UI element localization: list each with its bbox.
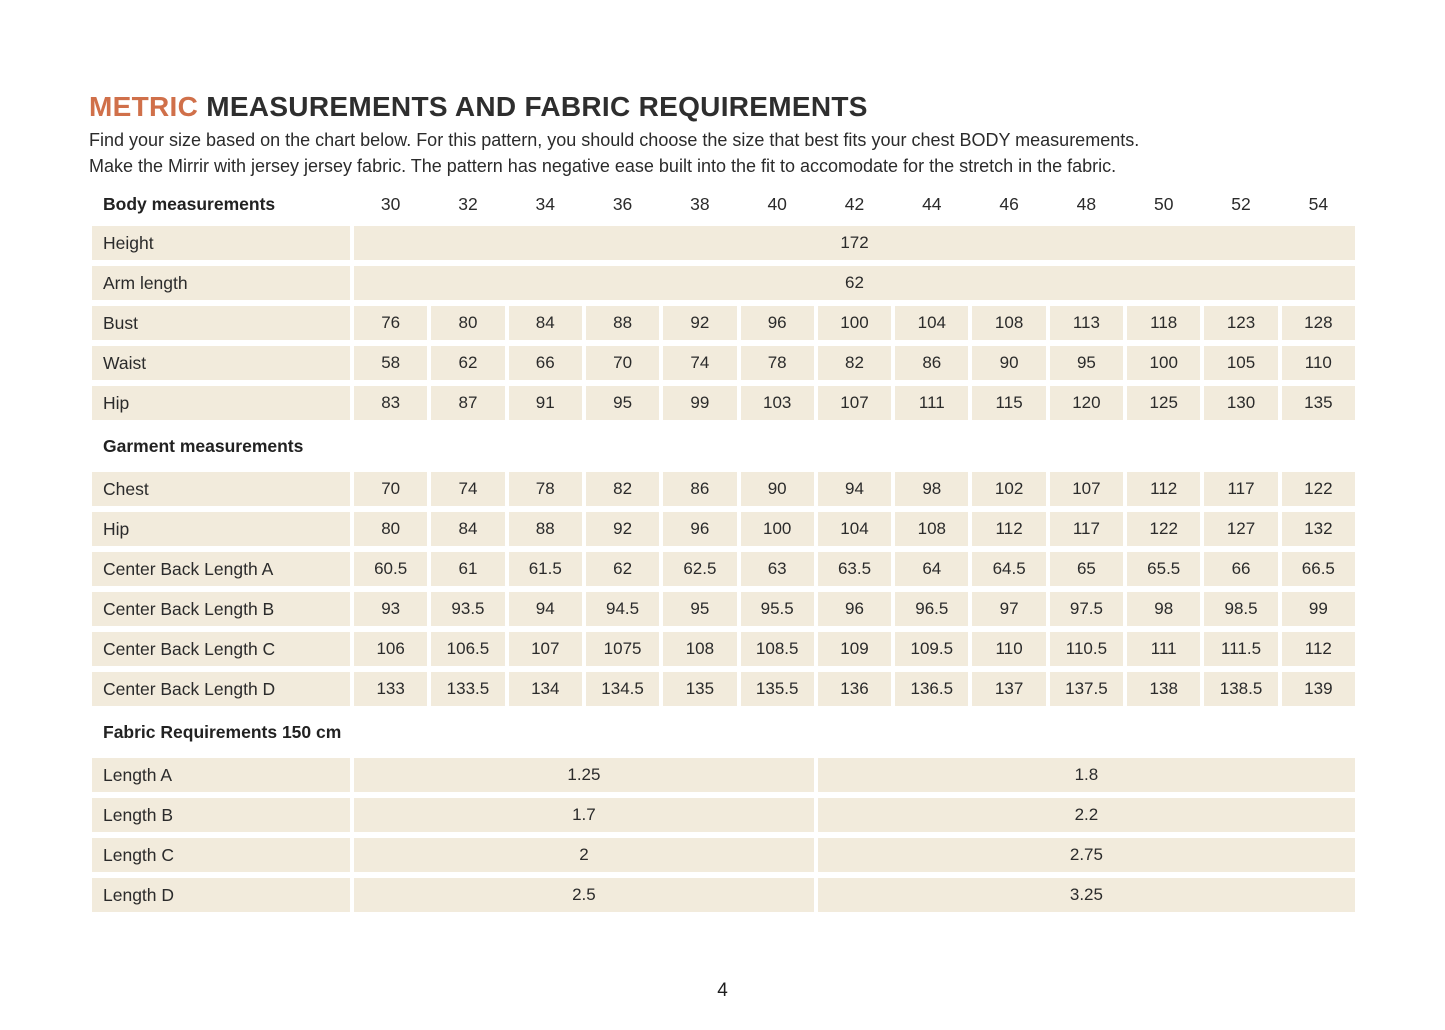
value-cell: 84 xyxy=(509,306,582,340)
table-row xyxy=(92,346,1355,380)
row-label: Center Back Length D xyxy=(92,672,350,706)
value-cell: 127 xyxy=(1204,512,1277,546)
value-cell: 120 xyxy=(1050,386,1123,420)
value-cell: 100 xyxy=(818,306,891,340)
fabric-section-header-row xyxy=(92,712,1355,752)
value-cell: 107 xyxy=(818,386,891,420)
row-label: Waist xyxy=(92,346,350,380)
value-cell: 78 xyxy=(509,472,582,506)
value-cell: 2 xyxy=(354,838,814,872)
value-cell: 83 xyxy=(354,386,427,420)
table-row xyxy=(92,266,1355,300)
value-cell: 109 xyxy=(818,632,891,666)
value-cell: 122 xyxy=(1282,472,1355,506)
value-cell: 98 xyxy=(895,472,968,506)
value-cell: 135 xyxy=(1282,386,1355,420)
row-label: Hip xyxy=(92,512,350,546)
value-cell: 95 xyxy=(663,592,736,626)
table-row xyxy=(92,472,1355,506)
value-cell: 3.25 xyxy=(818,878,1355,912)
table-row xyxy=(92,632,1355,666)
value-cell: 138.5 xyxy=(1204,672,1277,706)
value-cell: 98.5 xyxy=(1204,592,1277,626)
value-cell: 123 xyxy=(1204,306,1277,340)
value-cell: 66 xyxy=(1204,552,1277,586)
value-cell: 112 xyxy=(1127,472,1200,506)
value-cell: 82 xyxy=(818,346,891,380)
size-column-header: 38 xyxy=(690,193,710,214)
fabric-requirements-header: Fabric Requirements 150 cm xyxy=(103,721,342,742)
value-cell: 84 xyxy=(431,512,504,546)
value-cell: 2.2 xyxy=(818,798,1355,832)
value-cell: 93.5 xyxy=(431,592,504,626)
value-cell: 2.75 xyxy=(818,838,1355,872)
value-cell: 100 xyxy=(1127,346,1200,380)
size-column-header: 44 xyxy=(922,193,942,214)
value-cell: 92 xyxy=(586,512,659,546)
value-cell: 125 xyxy=(1127,386,1200,420)
size-column-header: 54 xyxy=(1308,193,1329,214)
value-cell: 87 xyxy=(431,386,504,420)
value-cell: 76 xyxy=(354,306,427,340)
value-cell: 60.5 xyxy=(354,552,427,586)
garment-section-header-row xyxy=(92,426,1355,466)
value-cell: 94 xyxy=(509,592,582,626)
value-cell: 108.5 xyxy=(741,632,814,666)
value-cell: 66.5 xyxy=(1282,552,1355,586)
fabric-requirements-section xyxy=(92,758,1355,912)
value-cell: 95.5 xyxy=(741,592,814,626)
measurements-table xyxy=(92,188,1355,912)
title-highlight: METRIC xyxy=(89,91,199,122)
size-column-header: 52 xyxy=(1231,193,1251,214)
value-cell: 96 xyxy=(663,512,736,546)
value-cell: 1075 xyxy=(586,632,659,666)
value-cell: 136.5 xyxy=(895,672,968,706)
value-cell: 108 xyxy=(663,632,736,666)
value-cell: 64 xyxy=(895,552,968,586)
size-column-header: 50 xyxy=(1153,193,1174,214)
size-column-header: 36 xyxy=(612,193,633,214)
value-cell: 135 xyxy=(663,672,736,706)
row-label: Chest xyxy=(92,472,350,506)
value-cell: 115 xyxy=(972,386,1045,420)
page-title xyxy=(89,92,1355,122)
row-label: Bust xyxy=(92,306,350,340)
value-cell: 106 xyxy=(354,632,427,666)
value-cell: 98 xyxy=(1127,592,1200,626)
value-cell: 92 xyxy=(663,306,736,340)
value-cell: 108 xyxy=(972,306,1045,340)
table-row xyxy=(92,512,1355,546)
value-cell: 110.5 xyxy=(1050,632,1123,666)
value-cell: 95 xyxy=(1050,346,1123,380)
garment-measurements-header: Garment measurements xyxy=(103,435,304,456)
value-cell: 104 xyxy=(818,512,891,546)
value-cell: 107 xyxy=(1050,472,1123,506)
table-row xyxy=(92,552,1355,586)
value-cell: 91 xyxy=(509,386,582,420)
table-row xyxy=(92,798,1355,832)
row-label: Length C xyxy=(92,838,350,872)
row-label: Arm length xyxy=(92,266,350,300)
value-cell: 172 xyxy=(354,226,1355,260)
size-column-header: 34 xyxy=(535,193,555,214)
value-cell: 65 xyxy=(1050,552,1123,586)
value-cell: 96 xyxy=(818,592,891,626)
value-cell: 63.5 xyxy=(818,552,891,586)
size-header-row xyxy=(92,188,1355,220)
value-cell: 95 xyxy=(586,386,659,420)
value-cell: 110 xyxy=(1282,346,1355,380)
row-label: Height xyxy=(92,226,350,260)
value-cell: 134.5 xyxy=(586,672,659,706)
size-column-header: 46 xyxy=(999,193,1019,214)
value-cell: 133 xyxy=(354,672,427,706)
table-row xyxy=(92,672,1355,706)
value-cell: 80 xyxy=(431,306,504,340)
intro-line-2: Make the Mirrir with jersey jersey fabric. The pattern has negative ease built into the fit to accomodate for the stretch in the fabric. xyxy=(89,155,1117,176)
row-label: Hip xyxy=(92,386,350,420)
size-column-header: 30 xyxy=(380,193,401,214)
value-cell: 99 xyxy=(663,386,736,420)
value-cell: 82 xyxy=(586,472,659,506)
value-cell: 66 xyxy=(509,346,582,380)
value-cell: 105 xyxy=(1204,346,1277,380)
value-cell: 90 xyxy=(972,346,1045,380)
value-cell: 1.7 xyxy=(354,798,814,832)
value-cell: 136 xyxy=(818,672,891,706)
value-cell: 110 xyxy=(972,632,1045,666)
row-label: Center Back Length C xyxy=(92,632,350,666)
row-label: Center Back Length B xyxy=(92,592,350,626)
value-cell: 70 xyxy=(354,472,427,506)
value-cell: 106.5 xyxy=(431,632,504,666)
value-cell: 117 xyxy=(1050,512,1123,546)
value-cell: 107 xyxy=(509,632,582,666)
value-cell: 135.5 xyxy=(741,672,814,706)
value-cell: 117 xyxy=(1204,472,1277,506)
value-cell: 112 xyxy=(972,512,1045,546)
value-cell: 86 xyxy=(663,472,736,506)
value-cell: 88 xyxy=(586,306,659,340)
page-number: 4 xyxy=(717,980,728,1001)
value-cell: 100 xyxy=(741,512,814,546)
value-cell: 2.5 xyxy=(354,878,814,912)
value-cell: 109.5 xyxy=(895,632,968,666)
value-cell: 86 xyxy=(895,346,968,380)
table-row xyxy=(92,386,1355,420)
title-rest: MEASUREMENTS AND FABRIC REQUIREMENTS xyxy=(198,91,868,122)
value-cell: 88 xyxy=(509,512,582,546)
value-cell: 97 xyxy=(972,592,1045,626)
value-cell: 65.5 xyxy=(1127,552,1200,586)
value-cell: 96 xyxy=(741,306,814,340)
row-label: Length B xyxy=(92,798,350,832)
value-cell: 139 xyxy=(1282,672,1355,706)
value-cell: 108 xyxy=(895,512,968,546)
value-cell: 62 xyxy=(431,346,504,380)
table-row xyxy=(92,306,1355,340)
table-row xyxy=(92,838,1355,872)
value-cell: 64.5 xyxy=(972,552,1045,586)
value-cell: 63 xyxy=(741,552,814,586)
value-cell: 113 xyxy=(1050,306,1123,340)
table-row xyxy=(92,226,1355,260)
value-cell: 61 xyxy=(431,552,504,586)
size-column-header: 40 xyxy=(767,193,787,214)
value-cell: 78 xyxy=(741,346,814,380)
value-cell: 137 xyxy=(972,672,1045,706)
value-cell: 132 xyxy=(1282,512,1355,546)
value-cell: 138 xyxy=(1127,672,1200,706)
table-row xyxy=(92,878,1355,912)
value-cell: 74 xyxy=(431,472,504,506)
value-cell: 134 xyxy=(509,672,582,706)
value-cell: 93 xyxy=(354,592,427,626)
value-cell: 103 xyxy=(741,386,814,420)
value-cell: 99 xyxy=(1282,592,1355,626)
value-cell: 70 xyxy=(586,346,659,380)
value-cell: 62 xyxy=(586,552,659,586)
value-cell: 61.5 xyxy=(509,552,582,586)
table-row xyxy=(92,592,1355,626)
value-cell: 133.5 xyxy=(431,672,504,706)
value-cell: 74 xyxy=(663,346,736,380)
row-label: Center Back Length A xyxy=(92,552,350,586)
value-cell: 111 xyxy=(895,386,968,420)
value-cell: 104 xyxy=(895,306,968,340)
size-column-header: 42 xyxy=(844,193,865,214)
garment-measurements-section xyxy=(92,472,1355,706)
value-cell: 94 xyxy=(818,472,891,506)
value-cell: 90 xyxy=(741,472,814,506)
value-cell: 62.5 xyxy=(663,552,736,586)
value-cell: 102 xyxy=(972,472,1045,506)
value-cell: 80 xyxy=(354,512,427,546)
value-cell: 58 xyxy=(354,346,427,380)
body-measurements-section xyxy=(92,226,1355,420)
row-label: Length D xyxy=(92,878,350,912)
value-cell: 130 xyxy=(1204,386,1277,420)
value-cell: 111.5 xyxy=(1204,632,1277,666)
value-cell: 111 xyxy=(1127,632,1200,666)
value-cell: 97.5 xyxy=(1050,592,1123,626)
value-cell: 112 xyxy=(1282,632,1355,666)
value-cell: 94.5 xyxy=(586,592,659,626)
value-cell: 122 xyxy=(1127,512,1200,546)
table-row xyxy=(92,758,1355,792)
value-cell: 96.5 xyxy=(895,592,968,626)
body-measurements-header: Body measurements xyxy=(103,193,276,214)
size-column-header: 48 xyxy=(1076,193,1097,214)
value-cell: 137.5 xyxy=(1050,672,1123,706)
size-column-header: 32 xyxy=(458,193,478,214)
intro-line-1: Find your size based on the chart below. For this pattern, you should choose the size that best fits your chest BODY measurements. xyxy=(89,130,1140,150)
value-cell: 128 xyxy=(1282,306,1355,340)
value-cell: 1.25 xyxy=(354,758,814,792)
value-cell: 118 xyxy=(1127,306,1200,340)
value-cell: 62 xyxy=(354,266,1355,300)
row-label: Length A xyxy=(92,758,350,792)
value-cell: 1.8 xyxy=(818,758,1355,792)
